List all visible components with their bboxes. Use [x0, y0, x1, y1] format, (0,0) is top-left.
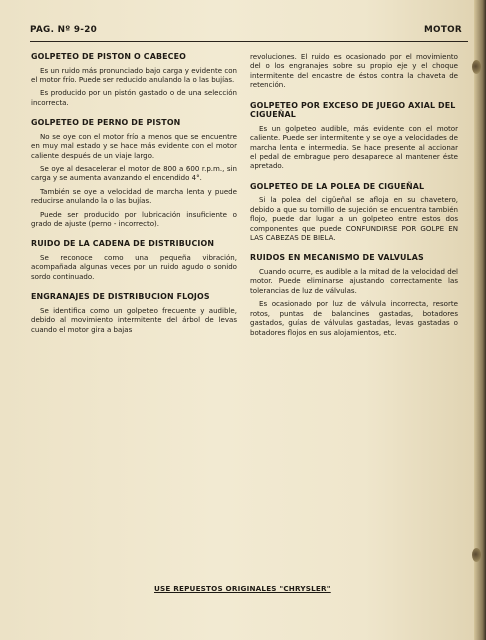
- section-heading: GOLPETEO DE PERNO DE PISTON: [31, 118, 181, 128]
- page-edge: [474, 0, 486, 640]
- page-number: PAG. Nº 9-20: [30, 25, 98, 35]
- section-title: MOTOR: [424, 25, 462, 35]
- paragraph: Es un golpeteo audible, más evidente con el motor caliente. Puede ser intermitente y se oye a velocidades de marcha lenta e intermedia. Se hace presente al accionar el pedal de embrague pero desaparece al mantener éste apretado.: [250, 123, 458, 171]
- section-heading: ENGRANAJES DE DISTRIBUCION FLOJOS: [31, 292, 210, 302]
- section-golpeteo-piston: [31, 52, 237, 107]
- paragraph: No se oye con el motor frío a menos que se encuentre en muy mal estado y se hace más evidente con el motor caliente después de un viaje largo.: [31, 131, 237, 160]
- section-heading: RUIDO DE LA CADENA DE DISTRIBUCION: [31, 239, 215, 249]
- right-column: [250, 52, 458, 341]
- page-footer: USE REPUESTOS ORIGINALES "CHRYSLER": [154, 584, 331, 593]
- paragraph: Es producido por un pistón gastado o de una selección incorrecta.: [31, 88, 237, 107]
- section-heading: GOLPETEO DE PISTON O CABECEO: [31, 52, 186, 61]
- section-polea-ciguenal: [250, 182, 458, 243]
- section-golpeteo-perno: [31, 118, 237, 228]
- continued-paragraph: revoluciones. El ruido es ocasionado por el movimiento del o los engranajes sobre su propio eje y el choque intermitente del encastre de éstos contra la chaveta de retención.: [250, 52, 458, 90]
- binder-hole-top: [472, 60, 481, 74]
- paragraph: Se reconoce como una pequeña vibración, acompañada algunas veces por un ruido agudo o sonido sordo continuado.: [31, 253, 237, 281]
- paragraph: Puede ser producido por lubricación insuficiente o grado de ajuste (perno - incorrecto).: [31, 209, 237, 229]
- section-engranajes-flojos: [31, 292, 237, 334]
- paragraph: También se oye a velocidad de marcha lenta y puede reducirse anulando la o las bujías.: [31, 186, 237, 206]
- section-heading: GOLPETEO DE LA POLEA DE CIGUEÑAL: [250, 181, 425, 191]
- section-heading: GOLPETEO POR EXCESO DE JUEGO AXIAL DEL CIGUEÑAL: [250, 100, 456, 120]
- paragraph: Se identifica como un golpeteo frecuente y audible, debido al movimiento intermitente del árbol de levas cuando el motor gira a bajas: [31, 305, 237, 334]
- page-header: [30, 25, 468, 42]
- binder-hole-bottom: [472, 548, 481, 562]
- section-heading: RUIDOS EN MECANISMO DE VALVULAS: [250, 253, 424, 263]
- section-juego-axial: [250, 101, 458, 171]
- paragraph: Si la polea del cigüeñal se afloja en su chavetero, debido a que su tornillo de sujeción se encuentra también flojo, puede dar lugar a un golpeteo entre estos dos componentes que puede CONFUNDIRSE POR GOLPE EN LAS CABEZAS DE BIELA.: [250, 195, 458, 243]
- left-column: [31, 52, 237, 338]
- paragraph: Cuando ocurre, es audible a la mitad de la velocidad del motor. Puede eliminarse ajustando correctamente las tolerancias de luz de válvulas.: [250, 267, 458, 295]
- paragraph: Es un ruido más pronunciado bajo carga y evidente con el motor frío. Puede ser reducido anulando la o las bujías.: [31, 65, 237, 84]
- section-mecanismo-valvulas: [250, 253, 458, 336]
- section-ruido-cadena: [31, 239, 237, 281]
- paragraph: Es ocasionado por luz de válvula incorrecta, resorte rotos, puntas de balancines gastadas, botadores gastados, guías de válvulas gastadas, levas gastadas o botadores flojos en sus alojamientos, etc.: [250, 299, 458, 337]
- paragraph: Se oye al desacelerar el motor de 800 a 600 r.p.m., sin carga y se aumenta avanzando el encendido 4°.: [31, 164, 237, 183]
